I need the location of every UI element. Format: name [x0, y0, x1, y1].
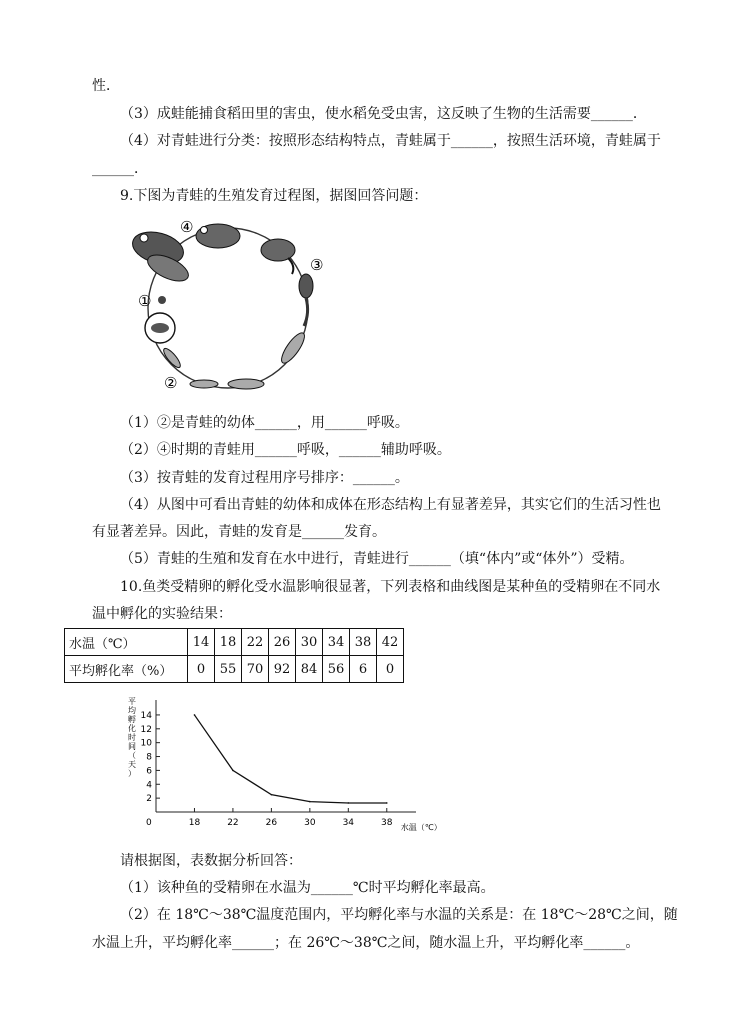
question-8-3: （3）成蛙能捕食稻田里的害虫，使水稻免受虫害，这反映了生物的生活需要______．	[120, 106, 647, 122]
table-cell: 30	[296, 629, 323, 656]
table-cell: 70	[242, 656, 269, 683]
question-9-4-cont: 有显著差异。因此，青蛙的发育是______发育。	[92, 524, 386, 540]
question-9-4: （4）从图中可看出青蛙的幼体和成体在形态结构上有显著差异，其实它们的生活习性也	[120, 497, 661, 513]
y-tick-label: 14	[140, 710, 152, 721]
table-header-temp: 水温（℃）	[65, 629, 188, 656]
table-cell: 92	[269, 656, 296, 683]
tadpole-icon	[161, 330, 308, 389]
y-tick-label: 6	[146, 766, 152, 777]
table-cell: 0	[188, 656, 215, 683]
y-tick-label: 12	[140, 724, 152, 735]
y-axis-label-char: 孵	[128, 715, 136, 724]
y-axis-label-char: （	[128, 751, 136, 760]
table-cell: 6	[350, 656, 377, 683]
x-axis-label: 水温（℃）	[400, 823, 442, 832]
table-cell: 84	[296, 656, 323, 683]
table-cell: 14	[188, 629, 215, 656]
question-9-2: （2）④时期的青蛙用______呼吸，______辅助呼吸。	[120, 442, 451, 458]
table-row	[65, 629, 404, 656]
x-tick-label: 34	[342, 818, 355, 828]
table-cell: 22	[242, 629, 269, 656]
y-axis-label-char: 均	[128, 706, 136, 715]
question-10-2: （2）在 18℃～38℃温度范围内，平均孵化率与水温的关系是：在 18℃～28℃之间，随	[120, 907, 678, 923]
y-tick-label: 2	[146, 794, 152, 805]
question-8-4: （4）对青蛙进行分类：按照形态结构特点，青蛙属于______，按照生活环境，青蛙属于	[120, 133, 661, 149]
y-tick-label: 4	[146, 780, 152, 791]
y-axis-label-char: 化	[128, 724, 136, 733]
question-10-1: （1）该种鱼的受精卵在水温为______℃时平均孵化率最高。	[120, 880, 495, 896]
y-axis-label-char: 平	[128, 697, 136, 706]
x-tick-label: 30	[304, 818, 316, 828]
data-point	[271, 794, 273, 796]
data-point	[348, 802, 350, 804]
analysis-prompt: 请根据图，表数据分析回答：	[120, 853, 302, 869]
y-tick-label: 8	[146, 752, 152, 763]
origin-label: 0	[146, 818, 152, 828]
frog-lifecycle-figure	[128, 208, 338, 398]
y-axis-label-char: ）	[128, 769, 136, 778]
table-cell: 56	[323, 656, 350, 683]
question-9-1: （1）②是青蛙的幼体______，用______呼吸。	[120, 415, 409, 431]
question-10-2-cont: 水温上升，平均孵化率______；在 26℃～38℃之间，随水温上升，平均孵化率______。	[92, 935, 640, 951]
table-cell: 18	[215, 629, 242, 656]
x-tick-label: 18	[188, 818, 201, 828]
y-axis-label-char: 天	[128, 760, 136, 769]
question-9-3: （3）按青蛙的发育过程用序号排序：______。	[120, 470, 409, 486]
data-point	[232, 770, 234, 772]
question-10-title: 10.鱼类受精卵的孵化受水温影响很显著，下列表格和曲线图是某种鱼的受精卵在不同水	[120, 579, 661, 595]
y-tick-label: 10	[140, 738, 152, 749]
table-cell: 0	[377, 656, 404, 683]
question-9-5: （5）青蛙的生殖和发育在水中进行，青蛙进行______（填“体内”或“体外”）受精。	[120, 551, 634, 567]
table-cell: 26	[269, 629, 296, 656]
data-point	[309, 801, 311, 803]
table-cell: 42	[377, 629, 404, 656]
x-tick-label: 22	[227, 818, 239, 828]
question-9-title: 9.下图为青蛙的生殖发育过程图，据图回答问题：	[120, 188, 428, 204]
label-2: ②	[164, 374, 178, 392]
froglet-icon	[261, 239, 295, 274]
data-point	[194, 714, 196, 716]
young-frog-icon	[196, 224, 240, 248]
data-point	[386, 802, 388, 804]
y-axis-label-char: 间	[128, 742, 136, 751]
hatching-rate-table	[64, 628, 404, 683]
text-line: 性．	[92, 78, 120, 94]
data-series-line	[194, 715, 386, 803]
tadpole-legs-icon	[299, 274, 313, 326]
x-tick-label: 38	[381, 818, 393, 828]
label-1: ①	[138, 292, 152, 310]
question-10-title-cont: 温中孵化的实验结果：	[92, 606, 232, 622]
label-4: ④	[180, 218, 194, 236]
table-cell: 38	[350, 629, 377, 656]
label-3: ③	[310, 256, 324, 274]
hatching-time-chart	[118, 696, 448, 838]
text-line: ______．	[92, 161, 148, 177]
table-cell: 55	[215, 656, 242, 683]
table-row	[65, 656, 404, 683]
table-cell: 34	[323, 629, 350, 656]
y-axis-label-char: 时	[128, 733, 136, 742]
table-header-rate: 平均孵化率（%）	[65, 656, 188, 683]
x-tick-label: 26	[265, 818, 278, 828]
